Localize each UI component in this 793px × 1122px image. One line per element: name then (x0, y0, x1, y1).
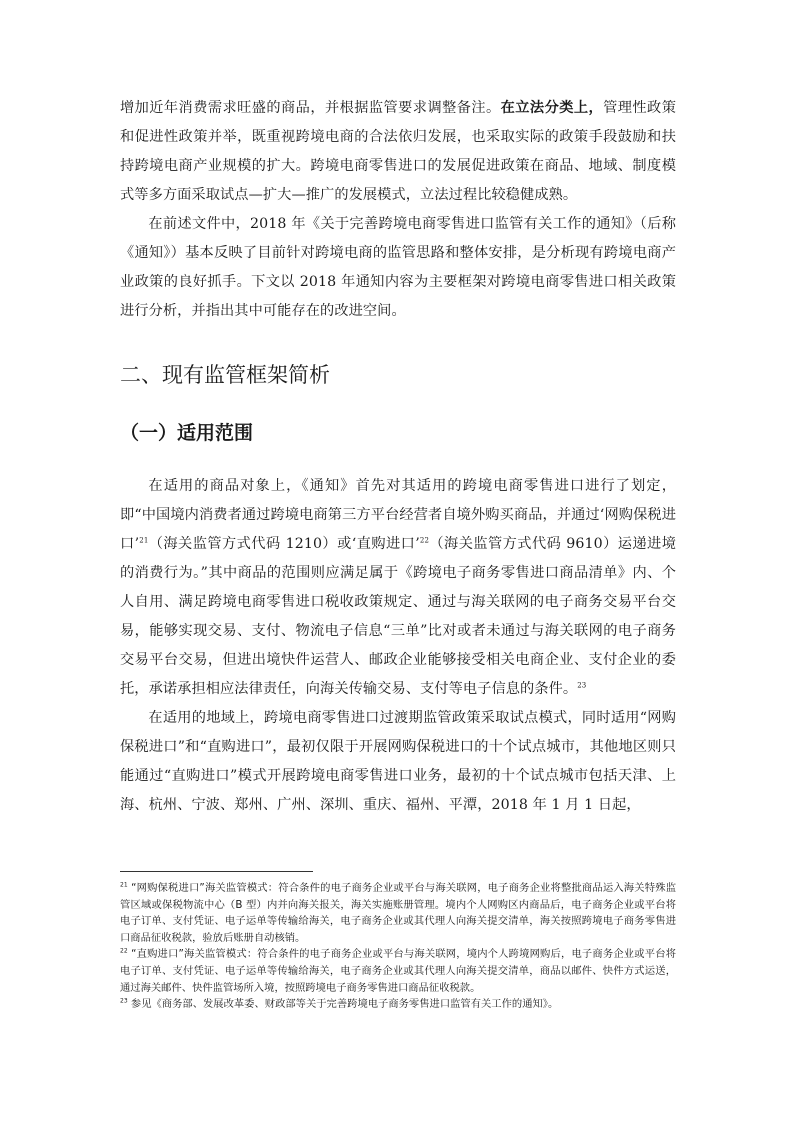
section-heading: 二、现有监管框架简析 (120, 363, 330, 387)
footnote-22 (120, 946, 676, 996)
footnote-ref-23[interactable]: 23 (577, 681, 587, 690)
text-run: 增加近年消费需求旺盛的商品，并根据监管要求调整备注。 (120, 100, 501, 116)
footnote-ref-21[interactable]: 21 (139, 536, 149, 545)
footnote-ref-22[interactable]: 22 (419, 536, 430, 545)
footnote-number: 21 (120, 881, 128, 889)
footnote-21 (120, 880, 676, 946)
text-run: 管理性政策和促进性政策并举，既重视跨境电商的合法依归发展，也采取实际的政策手段鼓励和扶持跨境电商产业规模的扩大。跨境电商零售进口的发展促进政策在商品、地域、制度模式等多方面采取试点—扩大—推广的发展模式，立法过程比较稳健成熟。 (120, 100, 676, 203)
footnote-divider (120, 871, 313, 872)
paragraph-intro-2: 在前述文件中，2018 年《关于完善跨境电商零售进口监管有关工作的通知》（后称《通知》）基本反映了目前针对跨境电商的监管思路和整体安排，是分析现有跨境电商产业政策的良好抓手。下文以 2018 年通知内容为主要框架对跨境电商零售进口相关政策进行分析，并指出其中可能存在的改进空间。 (120, 216, 676, 319)
paragraph-scope-goods (120, 472, 676, 704)
subsection-heading: （一）适用范围 (120, 422, 254, 444)
footnote-number: 22 (120, 947, 128, 955)
paragraph-scope-region: 在适用的地域上，跨境电商零售进口过渡期监管政策采取试点模式，同时适用“网购保税进口”和“直购进口”，最初仅限于开展网购保税进口的十个试点城市，其他地区则只能通过“直购进口”模式开展跨境电商零售进口业务，最初的十个试点城市包括天津、上海、杭州、宁波、郑州、广州、深圳、重庆、福州、平潭，2018 年 1 月 1 日起， (120, 710, 676, 813)
text-run: （海关监管方式代码 1210）或‘直购进口’ (148, 536, 420, 552)
footnote-text: “直购进口”海关监管模式：符合条件的电子商务企业或平台与海关联网，境内个人跨境网购后，电子商务企业或平台将电子订单、支付凭证、电子运单等传输给海关，电子商务企业或其代理人向海关提交清单，商品以邮件、快件方式运送，通过海关邮件、快件监管场所入境，按照跨境电子商务零售进口商品征收税款。 (120, 948, 676, 994)
footnote-text: 参见《商务部、发展改革委、财政部等关于完善跨境电子商务零售进口监管有关工作的通知》。 (130, 998, 559, 1011)
footnote-text: “网购保税进口”海关监管模式：符合条件的电子商务企业或平台与海关联网，电子商务企业将整批商品运入海关特殊监管区域或保税物流中心（B 型）内并向海关报关，海关实施账册管理。境内个人网购区内商品后，电子商务企业或平台将电子订单、支付凭证、电子运单等传输给海关，电子商务企业或其代理人向海关提交清单，海关按照跨境电子商务零售进口商品征收税款，验放后账册自动核销。 (120, 882, 676, 944)
bold-phrase: 在立法分类上， (500, 100, 604, 116)
footnotes (120, 880, 676, 1013)
footnote-number: 23 (120, 997, 128, 1005)
text-run: 在适用的商品对象上，《通知》首先对其适用的跨境电商零售进口进行了划定，即“中国境内消费者通过跨境电商第三方平台经营者自境外购买商品，并通过‘网购保税进口’ (120, 478, 676, 552)
document-body (120, 94, 676, 820)
text-run: （海关监管方式代码 9610）运递进境的消费行为。”其中商品的范围则应满足属于《跨境电子商务零售进口商品清单》内、个人自用、满足跨境电商零售进口税收政策规定、通过与海关联网的电子商务交易平台交易，能够实现交易、支付、物流电子信息“三单”比对或者未通过与海关联网的电子商务交易平台交易，但进出境快件运营人、邮政企业能够接受相关电商企业、支付企业的委托，承诺承担相应法律责任，向海关传输交易、支付等电子信息的条件。 (120, 536, 676, 697)
paragraph-intro-1 (120, 94, 676, 210)
footnote-23 (120, 996, 676, 1013)
